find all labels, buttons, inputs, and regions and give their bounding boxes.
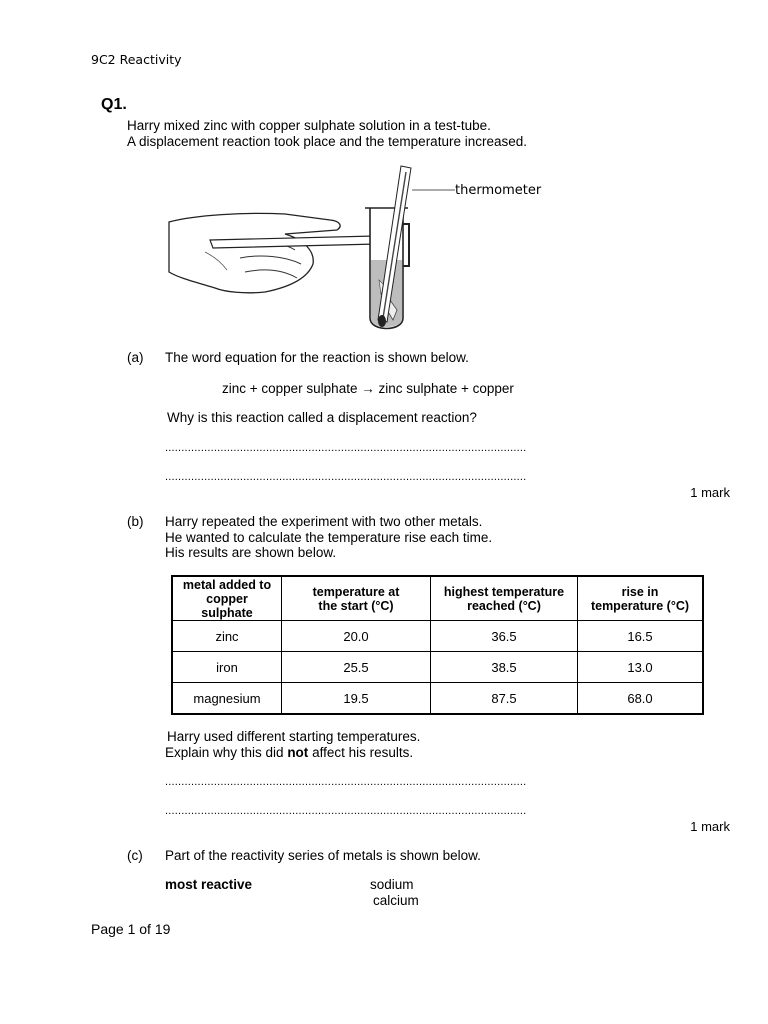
hand-icon	[169, 213, 340, 292]
part-b-follow-1: Harry used different starting temperatures.	[167, 729, 421, 744]
answer-line[interactable]: ...............................................................................................................	[165, 805, 527, 817]
answer-line[interactable]: ...............................................................................................................	[165, 471, 527, 483]
most-reactive-label: most reactive	[165, 877, 253, 892]
header-rise: rise in temperature (°C)	[578, 576, 704, 621]
cell-rise: 13.0	[578, 652, 704, 683]
answer-line[interactable]: ...............................................................................................................	[165, 442, 527, 454]
part-b-line-2: He wanted to calculate the temperature rise each time.	[165, 530, 493, 545]
part-c-letter: (c)	[127, 848, 143, 863]
part-b-follow-2: Explain why this did not affect his results.	[165, 745, 414, 760]
table-row	[172, 621, 703, 652]
cell-highest-temp: 36.5	[431, 621, 578, 652]
part-b-line-3: His results are shown below.	[165, 545, 337, 560]
intro-line-2: A displacement reaction took place and the temperature increased.	[127, 134, 527, 149]
cell-rise: 16.5	[578, 621, 704, 652]
part-b-letter: (b)	[127, 514, 144, 529]
part-c-text: Part of the reactivity series of metals is shown below.	[165, 848, 481, 863]
page-header: 9C2 Reactivity	[91, 52, 182, 67]
header-metal: metal added to copper sulphate	[172, 576, 282, 621]
emphasis-not: not	[287, 745, 309, 760]
part-a-question: Why is this reaction called a displacement reaction?	[167, 410, 477, 425]
cell-metal: zinc	[172, 621, 282, 652]
table-header-row	[172, 576, 703, 621]
thermometer-label: thermometer	[455, 183, 542, 198]
cell-highest-temp: 87.5	[431, 683, 578, 715]
cell-start-temp: 25.5	[282, 652, 431, 683]
header-start-temp: temperature at the start (°C)	[282, 576, 431, 621]
cell-highest-temp: 38.5	[431, 652, 578, 683]
cell-metal: iron	[172, 652, 282, 683]
cell-start-temp: 20.0	[282, 621, 431, 652]
header-highest-temp: highest temperature reached (°C)	[431, 576, 578, 621]
metal-sodium: sodium	[370, 877, 414, 892]
table-row	[172, 683, 703, 715]
results-table	[171, 575, 704, 715]
cell-start-temp: 19.5	[282, 683, 431, 715]
metal-calcium: calcium	[373, 893, 419, 908]
page-number: Page 1 of 19	[91, 921, 171, 937]
answer-line[interactable]: ...............................................................................................................	[165, 776, 527, 788]
table-row	[172, 652, 703, 683]
question-number: Q1.	[101, 96, 127, 113]
cell-rise: 68.0	[578, 683, 704, 715]
intro-line-1: Harry mixed zinc with copper sulphate solution in a test-tube.	[127, 118, 491, 133]
part-a-letter: (a)	[127, 350, 144, 365]
mark-label: 1 mark	[690, 819, 730, 834]
cell-metal: magnesium	[172, 683, 282, 715]
mark-label: 1 mark	[690, 485, 730, 500]
part-b-line-1: Harry repeated the experiment with two other metals.	[165, 514, 483, 529]
part-a-text: The word equation for the reaction is shown below.	[165, 350, 469, 365]
word-equation: zinc + copper sulphate → zinc sulphate + copper	[222, 381, 514, 396]
